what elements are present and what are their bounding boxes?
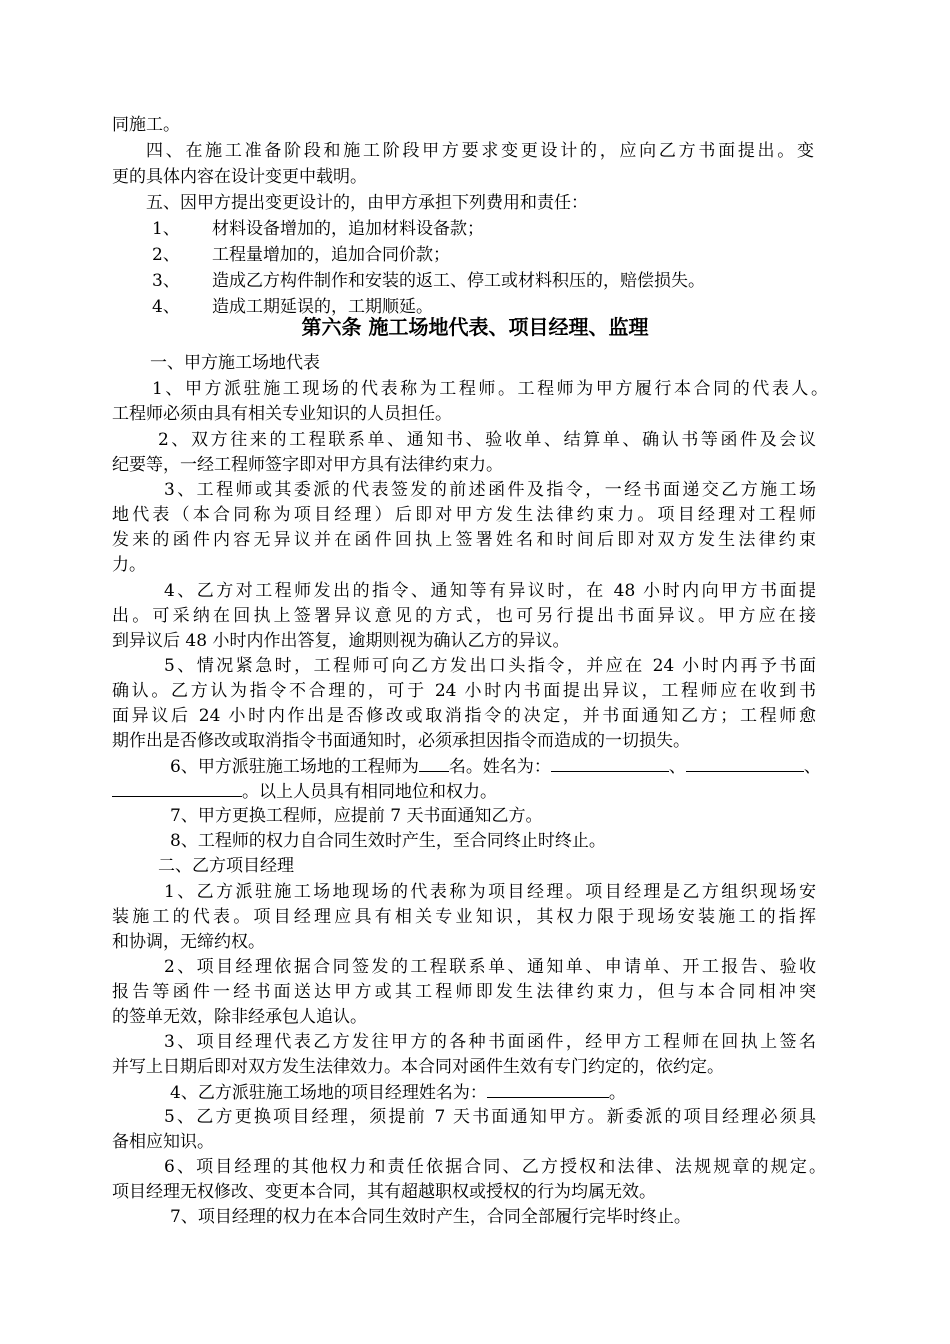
text-line: 发来的函件内容无异议并在函件回执上签署姓名和时间后即对双方发生法律约束 [112,530,816,550]
text-line: 6、项目经理的其他权力和责任依据合同、乙方授权和法律、法规规章的规定。 [164,1157,826,1177]
engineer-name-blank-3 [112,780,242,797]
text-fragment: 4、乙方派驻施工场地的项目经理姓名为： [170,1083,487,1103]
subsection-heading: 二、乙方项目经理 [158,856,294,876]
text-line: 同施工。 [112,115,180,135]
text-line: 面异议后 24 小时内作出是否修改或取消指令的决定，并书面通知乙方；工程师愈 [112,706,816,726]
engineer-name-blank-1 [551,755,669,772]
list-item: 工程量增加的，追加合同价款； [212,245,450,265]
text-line: 项目经理无权修改、变更本合同，其有超越职权或授权的行为均属无效。 [112,1182,656,1202]
separator: 、 [668,757,686,777]
text-line: 1、乙方派驻施工场地现场的代表称为项目经理。项目经理是乙方组织现场安 [164,882,816,902]
engineer-name-blank-2 [686,755,804,772]
text-fragment: 名。姓名为： [448,757,551,777]
text-line: 工程师必须由具有相关专业知识的人员担任。 [112,404,452,424]
text-line: 纪要等，一经工程师签字即对甲方具有法律约束力。 [112,455,503,475]
text-fragment: 6、甲方派驻施工场地的工程师为 [170,757,419,777]
list-number: 1、 [152,219,180,239]
text-line: 的签单无效，除非经承包人追认。 [112,1007,367,1027]
text-line: 装施工的代表。项目经理应具有相关专业知识，其权力限于现场安装施工的指挥 [112,907,816,927]
text-line: 地代表（本合同称为项目经理）后即对甲方发生法律约束力。项目经理对工程师 [112,505,816,525]
text-line: 报告等函件一经书面送达甲方或其工程师即发生法律约束力，但与本合同相冲突 [112,982,816,1002]
list-number: 4、 [152,297,180,317]
text-fragment: 。以上人员具有相同地位和权力。 [242,782,497,802]
text-line: 出。可采纳在回执上签署异议意见的方式，也可另行提出书面异议。甲方应在接 [112,606,816,626]
text-line: 四、在施工准备阶段和施工阶段甲方要求变更设计的，应向乙方书面提出。变 [146,141,814,161]
text-line: 到异议后 48 小时内作出答复，逾期则视为确认乙方的异议。 [112,631,570,651]
separator: 、 [803,757,821,777]
list-item: 材料设备增加的，追加材料设备款； [212,219,484,239]
project-manager-name-blank [487,1081,609,1098]
text-line: 8、工程师的权力自合同生效时产生，至合同终止时终止。 [170,831,606,851]
list-number: 2、 [152,245,180,265]
text-line: 7、项目经理的权力在本合同生效时产生，合同全部履行完毕时终止。 [170,1207,691,1227]
list-number: 3、 [152,271,180,291]
engineer-count-blank [419,755,449,772]
list-item: 造成工期延误的，工期顺延。 [212,297,433,317]
text-line: 4、乙方对工程师发出的指令、通知等有异议时，在 48 小时内向甲方书面提 [164,581,816,601]
text-line [112,780,497,803]
text-line: 和协调，无缔约权。 [112,932,265,952]
text-line: 3、项目经理代表乙方发往甲方的各种书面函件，经甲方工程师在回执上签名 [164,1032,816,1052]
section-heading: 第六条 施工场地代表、项目经理、监理 [301,315,649,339]
text-line: 期作出是否修改或取消指令书面通知时，必须承担因指令而造成的一切损失。 [112,731,690,751]
text-line: 五、因甲方提出变更设计的，由甲方承担下列费用和责任： [146,193,588,213]
text-line: 并写上日期后即对双方发生法律效力。本合同对函件生效有专门约定的，依约定。 [112,1057,724,1077]
text-line: 备相应知识。 [112,1132,214,1152]
subsection-heading: 一、甲方施工场地代表 [150,353,320,373]
text-line [170,755,821,778]
text-line: 更的具体内容在设计变更中载明。 [112,167,367,187]
text-line: 3、工程师或其委派的代表签发的前述函件及指令，一经书面递交乙方施工场 [164,480,816,500]
text-line: 7、甲方更换工程师，应提前 7 天书面通知乙方。 [170,806,543,826]
text-line [170,1081,626,1104]
text-line: 2、项目经理依据合同签发的工程联系单、通知单、申请单、开工报告、验收 [164,957,816,977]
text-line: 确认。乙方认为指令不合理的，可于 24 小时内书面提出异议，工程师应在收到书 [112,681,816,701]
text-fragment: 。 [608,1083,626,1103]
text-line: 1、甲方派驻施工现场的代表称为工程师。工程师为甲方履行本合同的代表人。 [152,379,828,399]
text-line: 2、双方往来的工程联系单、通知书、验收单、结算单、确认书等函件及会议 [158,430,816,450]
text-line: 力。 [112,555,146,575]
text-line: 5、乙方更换项目经理，须提前 7 天书面通知甲方。新委派的项目经理必须具 [164,1107,816,1127]
text-line: 5、情况紧急时，工程师可向乙方发出口头指令，并应在 24 小时内再予书面 [164,656,816,676]
list-item: 造成乙方构件制作和安装的返工、停工或材料积压的，赔偿损失。 [212,271,705,291]
